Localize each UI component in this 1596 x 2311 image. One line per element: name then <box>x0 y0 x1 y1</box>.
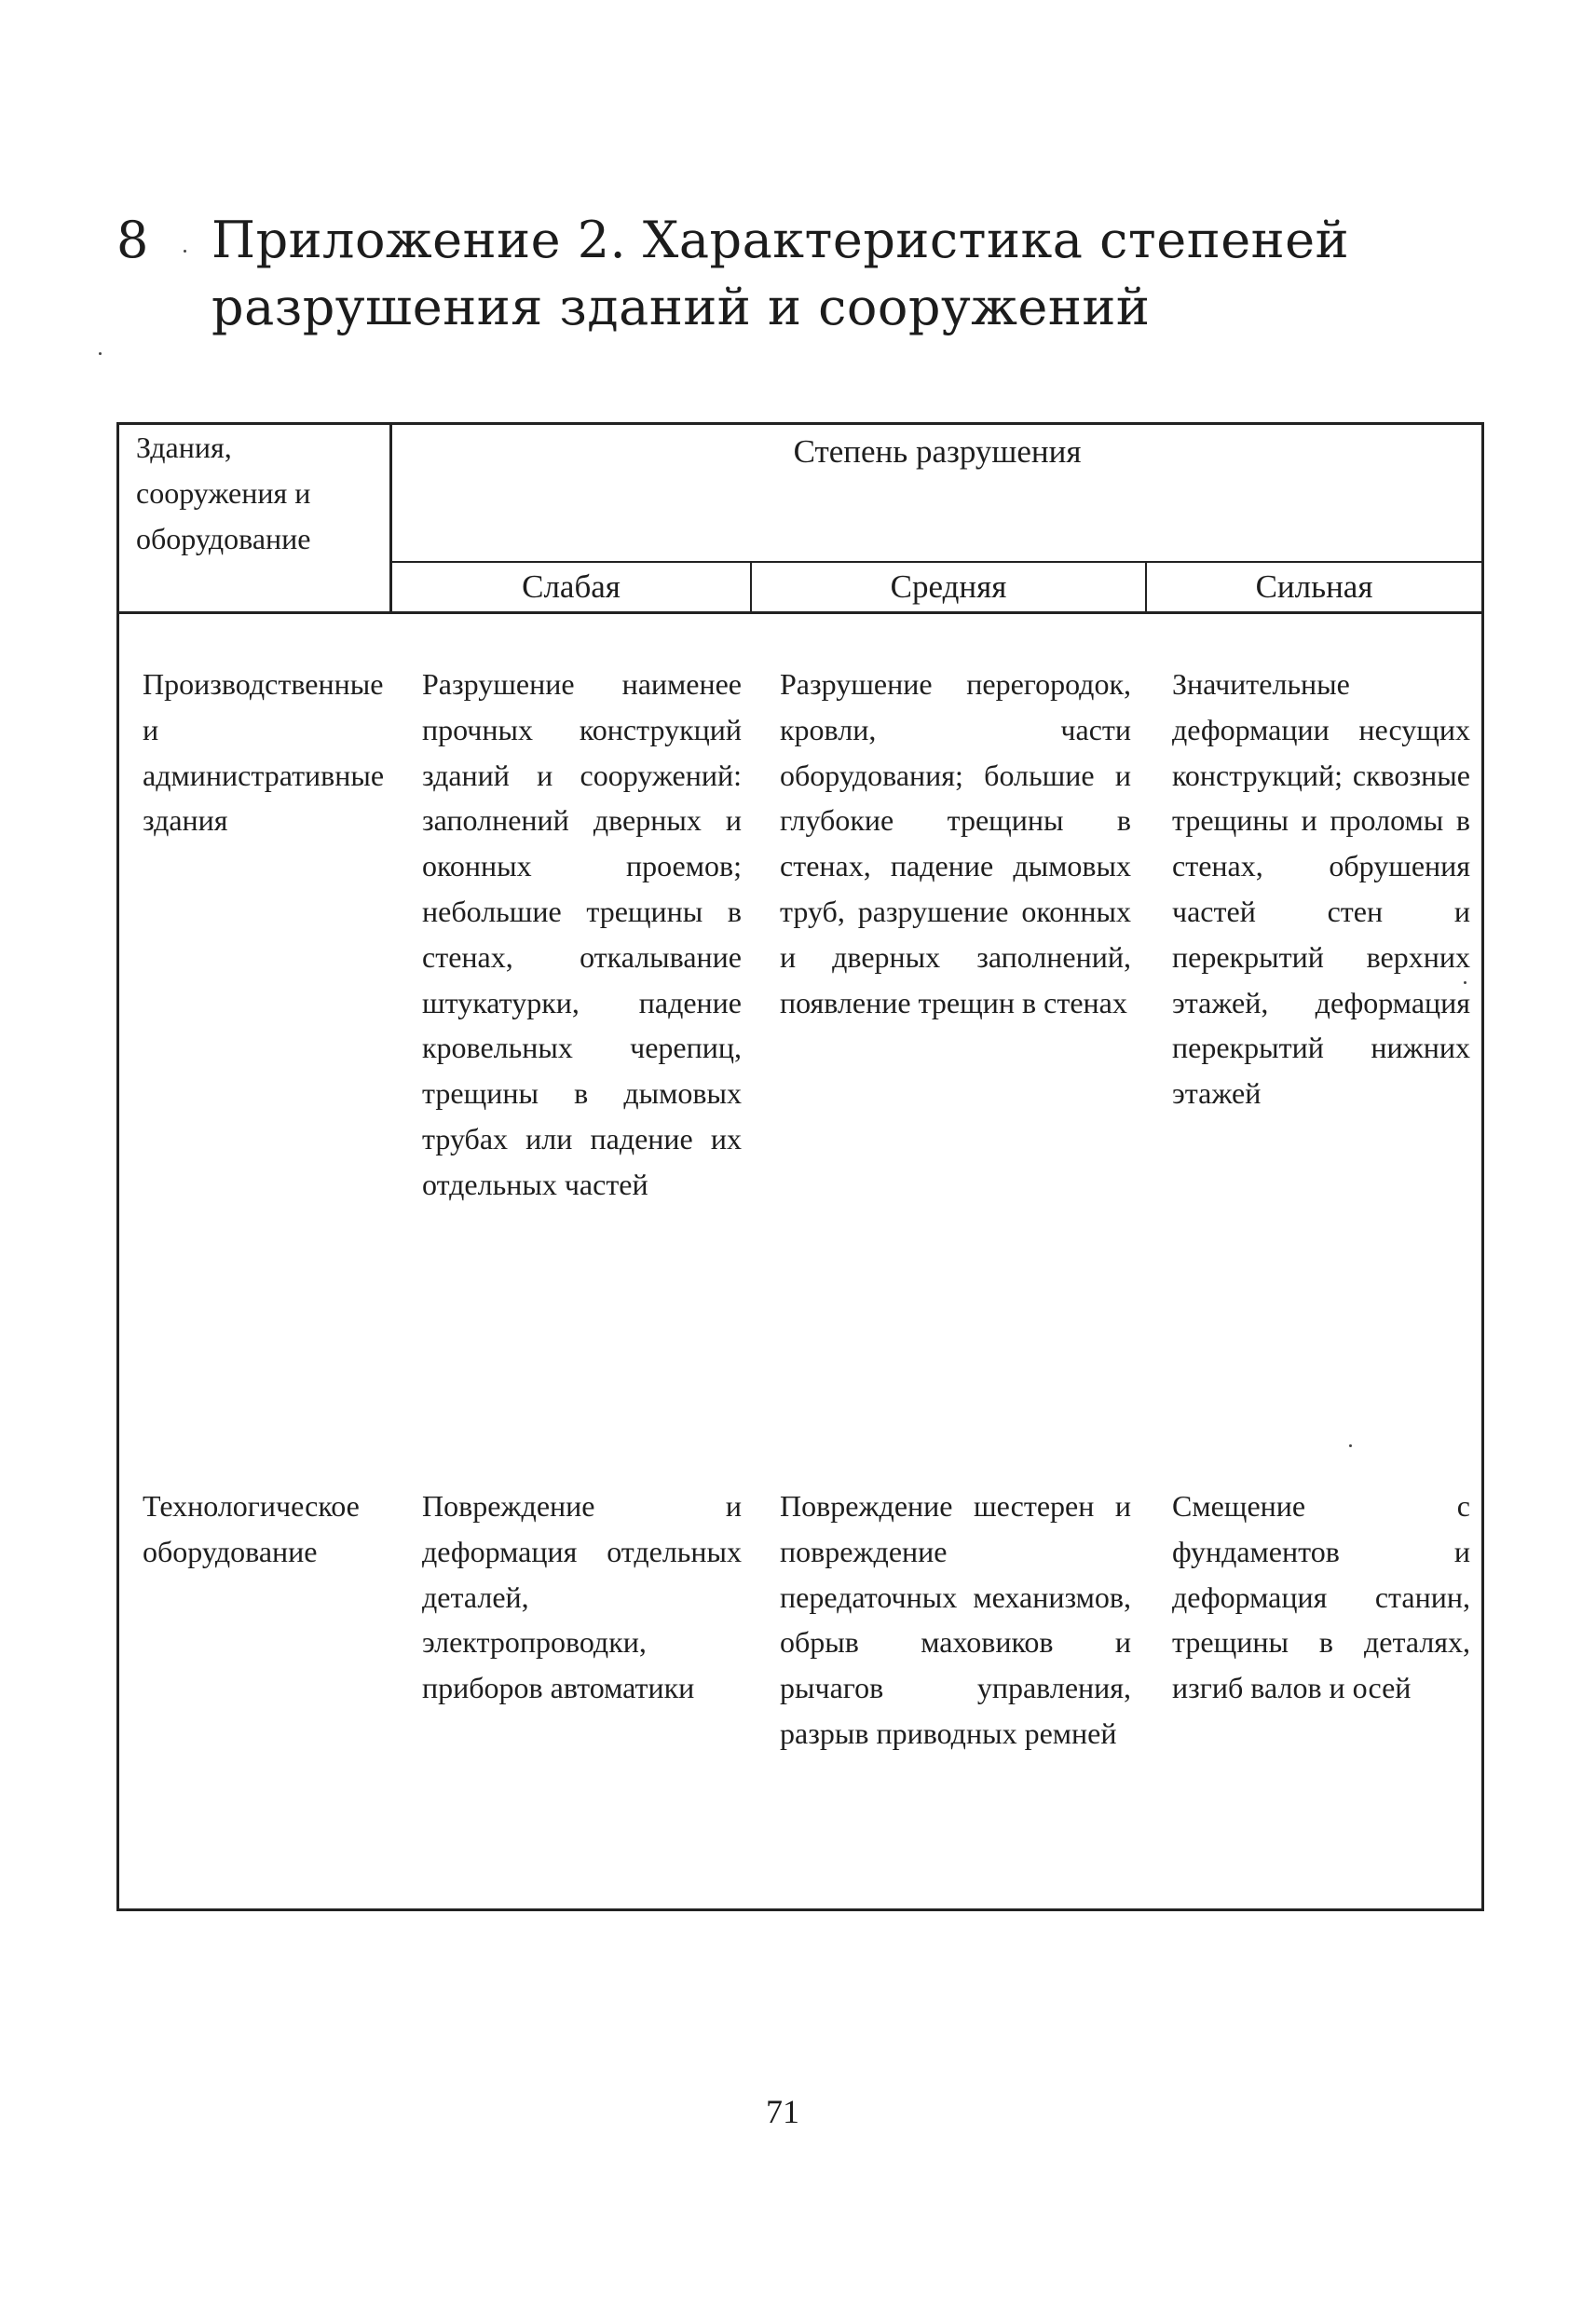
row-production-buildings-object: Производственные и административные здания <box>143 667 385 838</box>
section-title: Приложение 2. Характеристика степеней разрушения зданий и сооружений <box>211 211 1350 336</box>
row-production-buildings-strong: Значительные деформации несущих конструкций; сквозные трещины и проломы в стенах, обрушения частей стен и перекрытий верхних этажей, деформация перекрытий нижних этажей <box>1172 667 1470 1111</box>
row-technological-equipment-strong: Смещение с фундаментов и деформация станин, трещины в деталях, изгиб валов и осей <box>1172 1489 1470 1705</box>
scan-speck <box>99 352 102 355</box>
scan-speck <box>1464 981 1466 984</box>
page-number: 71 <box>766 2093 799 2130</box>
destruction-degrees-table <box>116 422 1484 1911</box>
row-technological-equipment-object: Технологическое оборудование <box>143 1489 360 1568</box>
header-bottom-rule <box>119 611 1481 614</box>
column-header-weak: Слабая <box>522 568 621 605</box>
column-header-strong: Сильная <box>1255 568 1373 605</box>
section-number: 8 <box>116 211 149 269</box>
row-technological-equipment-weak: Повреждение и деформация отдельных деталей, электропроводки, приборов автоматики <box>422 1489 742 1705</box>
row-production-buildings-weak: Разрушение наименее прочных конструкций зданий и сооружений: заполнений дверных и оконных проемов; небольшие трещины в стенах, откалывание штукатурки, падение кровельных черепиц, трещины в дымовых трубах или падение их отдельных частей <box>422 667 742 1201</box>
group-header-cell: Степень разрушения <box>793 433 1082 470</box>
scan-speck <box>184 250 186 253</box>
column-header-medium: Средняя <box>890 568 1007 605</box>
row-technological-equipment-medium: Повреждение шестерен и повреждение передаточных механизмов, обрыв маховиков и рычагов управления, разрыв приводных ремней <box>780 1489 1131 1750</box>
corner-header-cell: Здания, сооружения и оборудование <box>136 431 311 555</box>
row-production-buildings-medium: Разрушение перегородок, кровли, части оборудования; большие и глубокие трещины в стенах, падение дымовых труб, разрушение оконных и дверных заполнений, появление трещин в стенах <box>780 667 1131 1019</box>
scan-speck <box>1349 1444 1352 1447</box>
